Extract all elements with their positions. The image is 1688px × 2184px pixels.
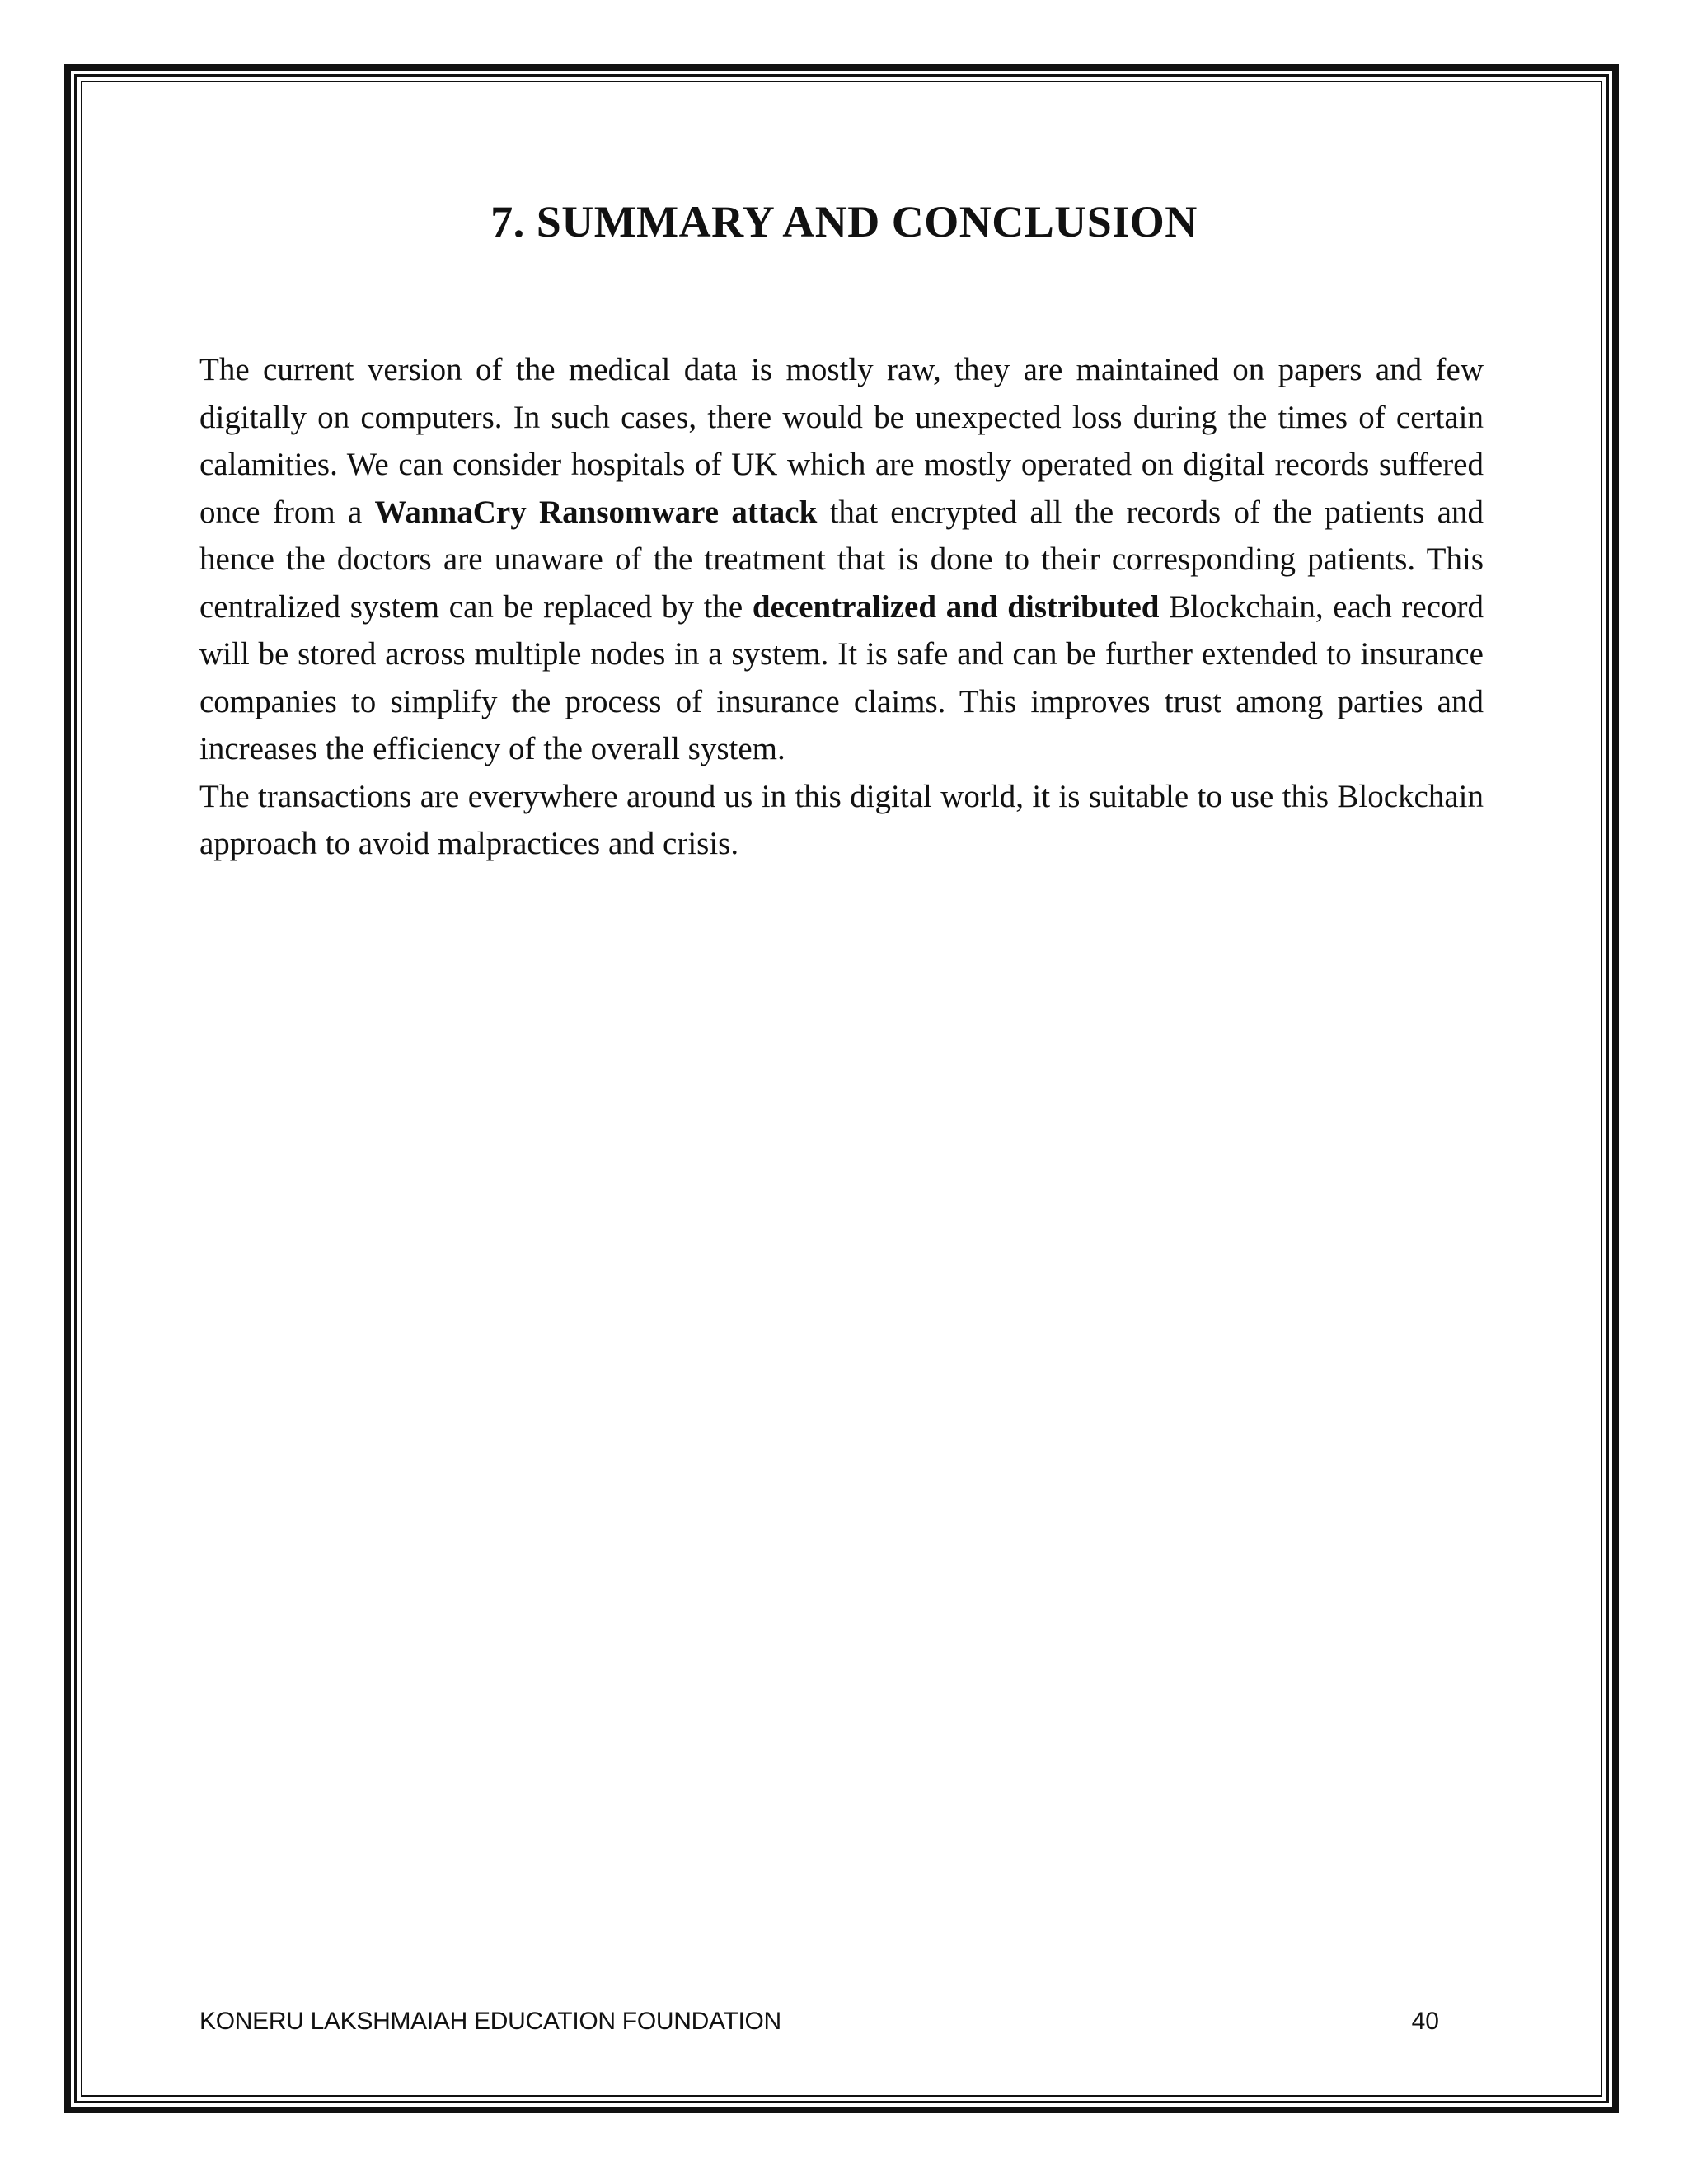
emphasis-decentralized: decentralized and distributed: [752, 588, 1160, 625]
emphasis-wannacry: WannaCry Ransomware attack: [374, 494, 818, 530]
paragraph-conclusion: The transactions are everywhere around us in this digital world, it is suitable to use this Blockchain approach to avoid malpractices and crisis.: [199, 778, 1484, 861]
footer-organization: KONERU LAKSHMAIAH EDUCATION FOUNDATION: [199, 2008, 781, 2035]
section-title: 7. SUMMARY AND CONCLUSION: [490, 197, 1198, 246]
section-body: [199, 346, 1484, 868]
paragraph-summary-text-3: Blockchain, each record will be stored across multiple nodes in a system. It is safe and can be further extended to insurance companies to simplify the process of insurance claims. This improves trust among parties and increases the efficiency of the overall system.: [199, 588, 1484, 766]
paragraph-summary-text-1: The current version of the medical data is mostly raw, they are maintained on papers and few digitally on computers. In such cases, there would be unexpected loss during the times of certain calamities. We can consider hospitals of UK which are mostly operated on digital records suffered once from a: [199, 352, 1484, 530]
paragraph-summary-text-2: that encrypted all the records of the patients and hence the doctors are unaware of the treatment that is done to their corresponding patients. This centralized system can be replaced by the: [199, 494, 1484, 625]
footer-page-number: 40: [1411, 2008, 1439, 2035]
paragraph-summary: [199, 346, 1484, 773]
